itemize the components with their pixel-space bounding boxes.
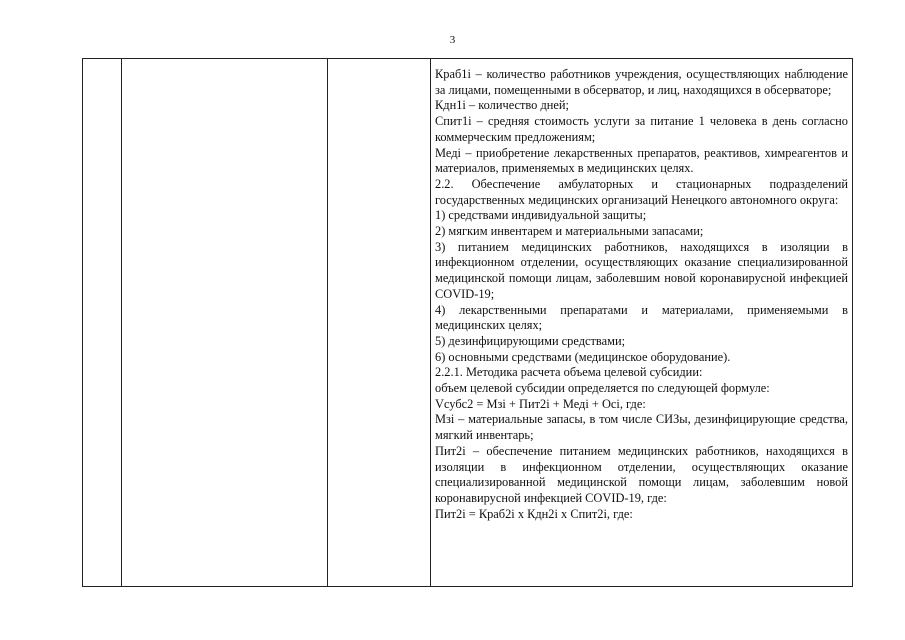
column-divider-2 bbox=[327, 59, 328, 586]
list-item-5: 5) дезинфицирующими средствами; bbox=[435, 333, 626, 348]
formula-vsubs2: Vсубс2 = Мзi + Пит2i + Медi + Осi, где: bbox=[435, 396, 646, 411]
list-item-6: 6) основными средствами (медицинское оборудование). bbox=[435, 349, 731, 364]
methodology-text-cell bbox=[435, 67, 848, 522]
document-table bbox=[82, 58, 853, 587]
list-item-4: 4) лекарственными препаратами и материалами, применяемыми в медицинских целях; bbox=[435, 302, 848, 333]
paragraph-pit2: Пит2i – обеспечение питанием медицинских работников, находящихся в изоляции в инфекционном отделении, осуществляющих оказание специализированной медицинской помощи лицам, заболевшим новой коронавирусной инфекцией COVID-19, где: bbox=[435, 443, 848, 505]
column-divider-3 bbox=[430, 59, 431, 586]
list-item-3: 3) питанием медицинских работников, находящихся в изоляции в инфекционном отделении, осуществляющих оказание специализированной медицинской помощи лицам, заболевшим новой коронавирусной инфекцией COVID-19; bbox=[435, 239, 848, 301]
list-item-1: 1) средствами индивидуальной защиты; bbox=[435, 208, 647, 223]
paragraph-section-2-2: 2.2. Обеспечение амбулаторных и стационарных подразделений государственных медицинских организаций Ненецкого автономного округа: bbox=[435, 176, 848, 207]
page-number: 3 bbox=[449, 34, 456, 46]
paragraph-section-2-2-1: 2.2.1. Методика расчета объема целевой субсидии: bbox=[435, 365, 703, 380]
paragraph-kdn1: Кдн1i – количество дней; bbox=[435, 98, 569, 113]
paragraph-formula-intro: объем целевой субсидии определяется по следующей формуле: bbox=[435, 381, 770, 396]
paragraph-spit1: Спит1i – средняя стоимость услуги за питание 1 человека в день согласно коммерческим предложениям; bbox=[435, 114, 848, 144]
list-item-2: 2) мягким инвентарем и материальными запасами; bbox=[435, 224, 704, 239]
column-divider-1 bbox=[121, 59, 122, 586]
paragraph-med: Медi – приобретение лекарственных препаратов, реактивов, химреагентов и материалов, применяемых в медицинских целях. bbox=[435, 145, 848, 176]
formula-pit2: Пит2i = Краб2i х Кдн2i х Спит2i, где: bbox=[435, 506, 633, 521]
paragraph-mz: Мзi – материальные запасы, в том числе СИЗы, дезинфицирующие средства, мягкий инвентарь; bbox=[435, 412, 848, 443]
paragraph-krab1: Краб1i – количество работников учреждения, осуществляющих наблюдение за лицами, помещенными в обсерватор, и лиц, находящихся в обсерваторе; bbox=[435, 67, 848, 97]
